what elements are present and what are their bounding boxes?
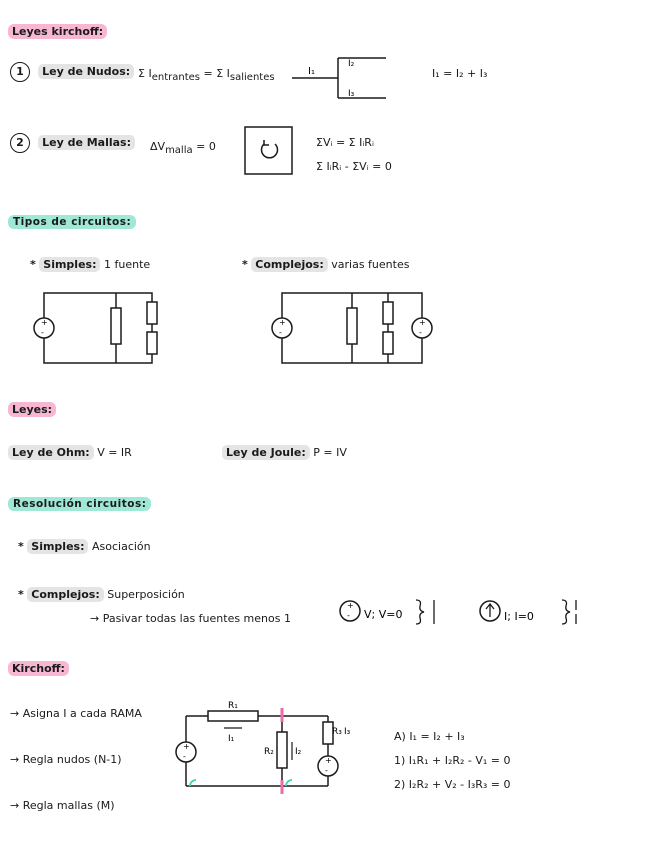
svg-text:+: + — [41, 318, 48, 327]
resolucion-complejos: * Complejos: Superposición — [18, 588, 185, 601]
svg-text:+: + — [347, 601, 354, 610]
current-source-icon — [478, 598, 588, 628]
voltage-source-icon — [338, 598, 438, 628]
number-2-badge: 2 — [10, 133, 30, 153]
kirchoff-circuit-diagram — [172, 698, 352, 798]
number-1-badge: 1 — [10, 62, 30, 82]
resolucion-pasivar: → Pasivar todas las fuentes menos 1 — [90, 612, 291, 625]
leyes-title: Leyes: — [8, 398, 56, 417]
tipos-simples: * Simples: 1 fuente — [30, 258, 151, 271]
i2-label: I₂ — [295, 747, 302, 757]
kirchoff-step3: → Regla mallas (M) — [10, 799, 115, 812]
svg-text:-: - — [347, 611, 350, 620]
kirchoff-eq-a: A) I₁ = I₂ + I₃ — [394, 730, 465, 743]
resolucion-title: Resolución circuitos: — [8, 492, 151, 511]
current-source-equation: I; I=0 — [504, 610, 534, 623]
ley-nudos-label: Ley de Nudos: — [38, 64, 134, 79]
ley-ohm: Ley de Ohm: V = IR — [8, 446, 132, 459]
node-i1-label: I₁ — [308, 66, 315, 77]
ley-nudos-row — [10, 60, 134, 82]
tipos-title: Tipos de circuitos: — [8, 210, 136, 229]
resolucion-simples: * Simples: Asociación — [18, 540, 151, 553]
node-i2-label: I₂ — [348, 59, 355, 69]
mallas-eq1: ΣVᵢ = Σ IᵢRᵢ — [316, 136, 374, 149]
page-title: Leyes kirchoff: — [8, 20, 107, 39]
svg-text:+: + — [279, 318, 286, 327]
svg-text:+: + — [325, 756, 332, 765]
node-i3-label: I₃ — [348, 89, 355, 99]
svg-text:-: - — [325, 766, 328, 775]
svg-text:-: - — [183, 752, 186, 761]
ley-mallas-label: Ley de Mallas: — [38, 135, 135, 150]
ley-mallas-equation: $\Delta V_{malla} = 0$ — [150, 140, 216, 157]
svg-text:-: - — [419, 328, 422, 337]
r1-label: R₁ — [228, 701, 238, 711]
kirchoff-step2: → Regla nudos (N-1) — [10, 753, 122, 766]
kirchoff-eq-1: 1) I₁R₁ + I₂R₂ - V₁ = 0 — [394, 754, 511, 767]
r2-label: R₂ — [264, 747, 274, 757]
i3-label: I₃ — [344, 727, 351, 737]
svg-text:+: + — [419, 318, 426, 327]
svg-text:-: - — [41, 328, 44, 337]
node-diagram — [290, 52, 400, 108]
kirchoff-eq-2: 2) I₂R₂ + V₂ - I₃R₃ = 0 — [394, 778, 511, 791]
ley-nudos-equation: Σ $I_{entrantes} = \Sigma$ $I_{salientes}$ — [138, 67, 275, 84]
i1-label: I₁ — [228, 734, 235, 744]
voltage-source-equation: V; V=0 — [364, 608, 403, 621]
mallas-eq2: Σ IᵢRᵢ - ΣVᵢ = 0 — [316, 160, 392, 173]
complex-circuit-diagram — [268, 290, 438, 366]
loop-icon — [244, 126, 294, 176]
svg-text:+: + — [183, 742, 190, 751]
tipos-complejos: * Complejos: varias fuentes — [242, 258, 410, 271]
ley-nudos-result: I₁ = I₂ + I₃ — [432, 67, 488, 80]
ley-mallas-row — [10, 131, 135, 153]
kirchoff-step1: → Asigna I a cada RAMA — [10, 707, 142, 720]
simple-circuit-diagram — [30, 290, 160, 366]
svg-text:-: - — [279, 328, 282, 337]
ley-joule: Ley de Joule: P = IV — [222, 446, 347, 459]
kirchoff-title: Kirchoff: — [8, 657, 69, 676]
r3-label: R₃ — [332, 727, 342, 737]
